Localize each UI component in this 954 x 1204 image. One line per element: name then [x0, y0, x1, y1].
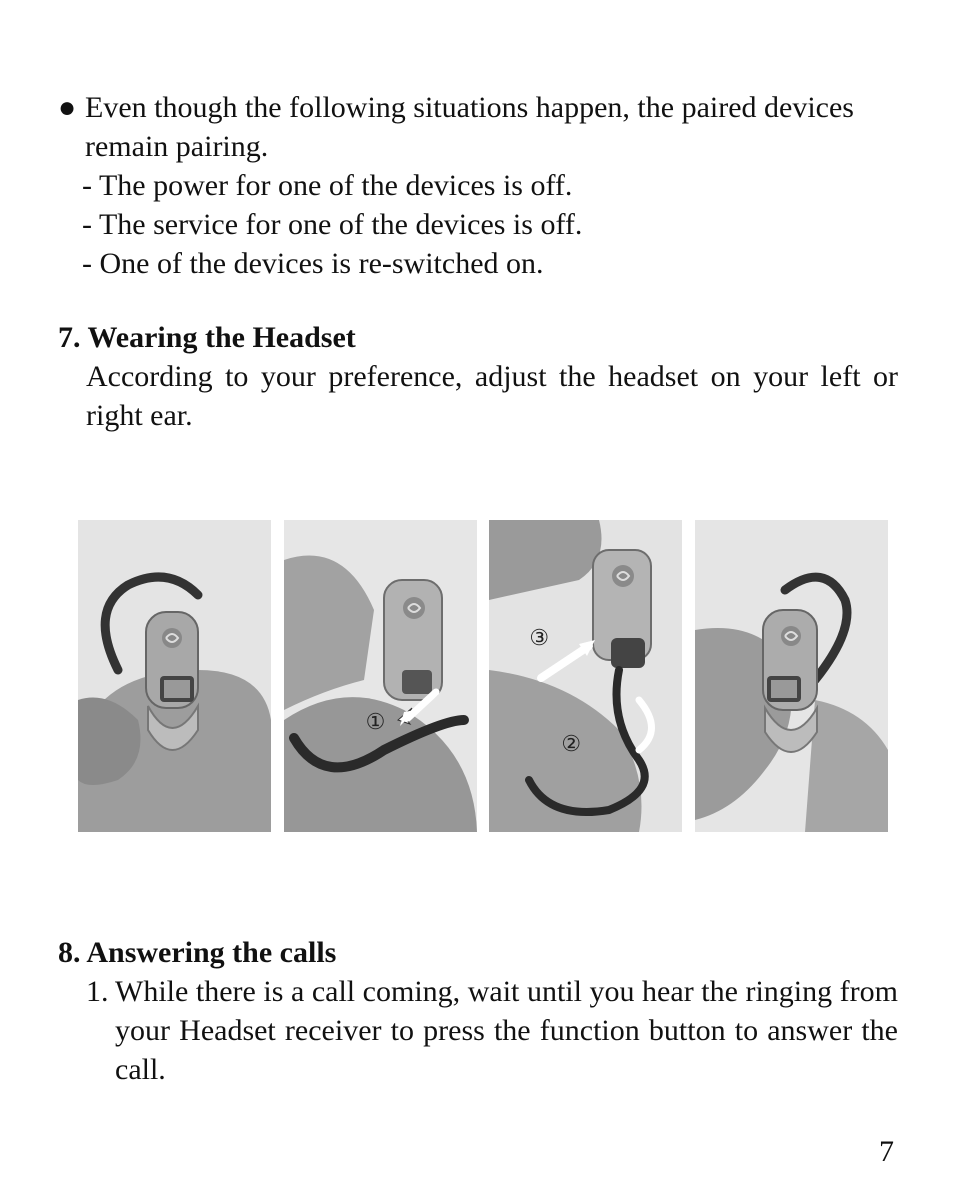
step-text: While there is a call coming, wait until you hear the ringing from your Headset receiver to press the function button to answer the call.: [115, 975, 898, 1086]
section-7-body: According to your preference, adjust the headset on your left or right ear.: [86, 360, 898, 432]
section-7-heading: 7. Wearing the Headset: [58, 321, 356, 354]
page-number: 7: [879, 1135, 894, 1168]
headset-right-illustration: [695, 520, 888, 832]
headset-photo-4: [695, 520, 888, 832]
headset-photo-1: [78, 520, 271, 832]
step-marker: ②: [561, 731, 582, 756]
step-marker: ①: [365, 709, 386, 734]
wearing-figure: [78, 520, 888, 832]
answer-steps: [86, 972, 898, 1089]
step-number: 1.: [86, 975, 109, 1008]
situation-item: - One of the devices is re-switched on.: [82, 247, 544, 280]
pairing-note: [58, 88, 898, 283]
remove-hook-illustration: [284, 520, 477, 832]
reattach-hook-illustration: [489, 520, 682, 832]
situation-item: - The service for one of the devices is off.: [82, 208, 583, 241]
step-marker: ③: [529, 625, 550, 650]
headset-photo-2: [284, 520, 477, 832]
bullet-icon: ●: [58, 91, 77, 124]
bullet-item: [58, 88, 898, 166]
headset-left-illustration: [78, 520, 271, 832]
step-item: [86, 972, 898, 1089]
bullet-text: Even though the following situations happen, the paired devices remain pairing.: [85, 91, 854, 163]
section-8-heading: 8. Answering the calls: [58, 936, 337, 969]
headset-photo-3: [489, 520, 682, 832]
situation-item: - The power for one of the devices is off.: [82, 169, 573, 202]
